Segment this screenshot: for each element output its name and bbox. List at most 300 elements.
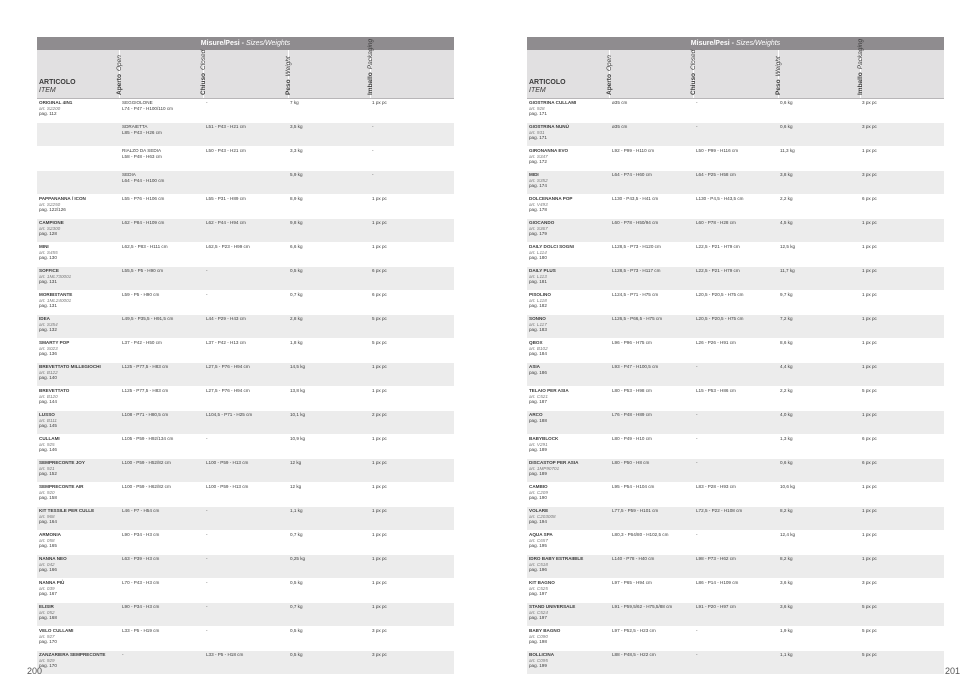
cell-imballo: 1 px pc bbox=[862, 220, 877, 225]
cell-articolo bbox=[527, 147, 610, 170]
item-page: pag. 140 bbox=[39, 375, 57, 381]
item-page: pag. 171 bbox=[529, 111, 547, 117]
cell-articolo bbox=[37, 627, 120, 650]
cell-articolo bbox=[527, 459, 610, 482]
cell-chiuso: L51 - P43 - H21 cm bbox=[206, 124, 246, 129]
cell-imballo: 1 px pc bbox=[862, 292, 877, 297]
item-page: pag. 189 bbox=[529, 471, 547, 477]
cell-articolo bbox=[527, 411, 610, 434]
cell-peso: 9,7 kg bbox=[780, 292, 793, 297]
cell-chiuso: L37 - P42 - H13 cm bbox=[206, 340, 246, 345]
cell-articolo bbox=[527, 315, 610, 338]
cell-peso: 8,2 kg bbox=[780, 556, 793, 561]
item-code: art. 058 bbox=[39, 537, 55, 543]
table-row bbox=[37, 171, 454, 195]
item-name: DISCASTOP PER ASIA bbox=[529, 460, 579, 465]
cell-peso: 0,5 kg bbox=[290, 580, 303, 585]
item-code: art. 925 bbox=[39, 441, 55, 447]
cell-imballo: 1 px pc bbox=[862, 148, 877, 153]
cell-aperto: L64 - P74 - H60 cm bbox=[612, 172, 652, 177]
item-code: art. C090 bbox=[529, 633, 548, 639]
item-code: art. C518 bbox=[529, 561, 548, 567]
cell-imballo: 1 px pc bbox=[862, 556, 877, 561]
item-code: art. L117 bbox=[529, 321, 547, 327]
cell-peso: 0,6 kg bbox=[780, 460, 793, 465]
cell-peso: 11,7 kg bbox=[780, 268, 795, 273]
table-row bbox=[37, 555, 454, 579]
cell-chiuso: L22,5 - P21 - H79 cm bbox=[696, 268, 740, 273]
cell-chiuso: L72,5 - P22 - H108 cm bbox=[696, 508, 743, 513]
table-row bbox=[37, 651, 454, 675]
table-row bbox=[37, 99, 454, 123]
cell-aperto: L125 - P77,5 - H83 cm bbox=[122, 364, 169, 369]
cell-imballo: - bbox=[372, 148, 374, 153]
cell-imballo: 6 px pc bbox=[372, 268, 387, 273]
cell-articolo bbox=[527, 123, 610, 146]
cell-aperto: L33 - P5 - H19 cm bbox=[122, 628, 160, 633]
cell-articolo bbox=[37, 579, 120, 602]
table-row bbox=[527, 555, 944, 579]
table-row bbox=[527, 123, 944, 147]
item-name: ARMONIA bbox=[39, 532, 61, 537]
item-name: GIOSTRINA CULLAMI bbox=[529, 100, 577, 105]
item-page: pag. 179 bbox=[529, 231, 547, 237]
cell-imballo: 5 px pc bbox=[862, 604, 877, 609]
table-row bbox=[37, 339, 454, 363]
item-code: art. 1MP90701 bbox=[529, 465, 560, 471]
cell-articolo bbox=[527, 99, 610, 122]
item-name: ORIGINAL 4IN1 bbox=[39, 100, 73, 105]
cell-imballo: 5 px pc bbox=[862, 388, 877, 393]
cell-peso: 0,7 kg bbox=[290, 532, 303, 537]
item-code: art. C525 bbox=[529, 585, 548, 591]
cell-aperto: L92 - P99 - H110 cm bbox=[612, 148, 655, 153]
cell-peso: 8,6 kg bbox=[780, 340, 793, 345]
item-page: pag. 168 bbox=[39, 615, 57, 621]
cell-articolo bbox=[37, 531, 120, 554]
cell-peso: 5,9 kg bbox=[290, 172, 303, 177]
cell-imballo: - bbox=[372, 172, 374, 177]
item-page: pag. 194 bbox=[529, 519, 547, 525]
item-page: pag. 152 bbox=[39, 471, 57, 477]
item-name: AQUA SPA bbox=[529, 532, 553, 537]
cell-articolo bbox=[527, 579, 610, 602]
page-number-left: 200 bbox=[27, 666, 43, 676]
item-name: MIDI bbox=[529, 172, 539, 177]
cell-chiuso: L27,5 - P76 - H94 cm bbox=[206, 364, 250, 369]
cell-peso: 0,6 kg bbox=[780, 100, 793, 105]
cell-aperto: L80 - P50 - H8 cm bbox=[612, 460, 650, 465]
header-peso: PesoWeight bbox=[284, 56, 292, 95]
cell-imballo: 5 px pc bbox=[862, 652, 877, 657]
cell-articolo bbox=[37, 435, 120, 458]
cell-peso: 11,3 kg bbox=[780, 148, 795, 153]
cell-articolo bbox=[37, 387, 120, 410]
cell-peso: 4,5 kg bbox=[780, 220, 793, 225]
cell-chiuso: L44 - P29 - H43 cm bbox=[206, 316, 246, 321]
cell-peso: 3,5 kg bbox=[290, 124, 303, 129]
item-page: pag. 130 bbox=[39, 255, 57, 261]
cell-imballo: 1 px pc bbox=[862, 364, 877, 369]
cell-imballo: 3 px pc bbox=[372, 652, 387, 657]
cell-peso: 12,5 kg bbox=[780, 244, 796, 249]
cell-imballo: 1 px pc bbox=[862, 532, 877, 537]
item-page: pag. 132 bbox=[39, 327, 57, 333]
item-page: pag. 184 bbox=[529, 351, 547, 357]
item-name: CAMBIO bbox=[529, 484, 548, 489]
table-row bbox=[37, 195, 454, 219]
cell-aperto: L77,5 - P59 - H101 cm bbox=[612, 508, 659, 513]
cell-chiuso: L50 - P43 - H21 cm bbox=[206, 148, 246, 153]
cell-chiuso: L86 - P14 - H109 cm bbox=[696, 580, 739, 585]
cell-articolo bbox=[527, 555, 610, 578]
item-name: VELO CULLAMI bbox=[39, 628, 74, 633]
cell-chiuso: L98 - P73 - H62 cm bbox=[696, 556, 736, 561]
cell-chiuso: L100 - P59 - H13 cm bbox=[206, 460, 249, 465]
item-page: pag. 167 bbox=[39, 591, 57, 597]
cell-imballo: 3 px pc bbox=[862, 100, 877, 105]
item-name: KIT BAGNO bbox=[529, 580, 555, 585]
cell-peso: 10,9 kg bbox=[290, 436, 306, 441]
cell-aperto: L95 - P54 - H104 cm bbox=[612, 484, 655, 489]
cell-peso: 2,2 kg bbox=[780, 196, 793, 201]
table-row bbox=[527, 459, 944, 483]
item-page: pag. 195 bbox=[529, 543, 547, 549]
cell-articolo bbox=[527, 603, 610, 626]
cell-articolo bbox=[527, 171, 610, 194]
cell-chiuso: L62,5 - P23 - H99 cm bbox=[206, 244, 250, 249]
cell-peso: 3,6 kg bbox=[780, 580, 793, 585]
cell-imballo: 1 px pc bbox=[372, 484, 387, 489]
cell-chiuso: - bbox=[696, 460, 698, 465]
cell-peso: 1,1 kg bbox=[780, 652, 793, 657]
item-name: CULLAMI bbox=[39, 436, 60, 441]
item-page: pag. 182 bbox=[529, 303, 547, 309]
cell-peso: 7 kg bbox=[290, 100, 299, 105]
cell-articolo bbox=[527, 531, 610, 554]
item-code: art. L114 bbox=[529, 249, 547, 255]
cell-chiuso: - bbox=[206, 436, 208, 441]
cell-aperto: L88 - P48,5 - H22 cm bbox=[612, 652, 656, 657]
cell-aperto: L62 - P84 - H109 cm bbox=[122, 220, 165, 225]
item-code: art. 928 bbox=[529, 105, 545, 111]
item-name: QBOX bbox=[529, 340, 543, 345]
item-name: IDEA bbox=[39, 316, 50, 321]
item-code: art. B111 bbox=[39, 417, 57, 423]
item-name: SONNO bbox=[529, 316, 546, 321]
item-page: pag. 144 bbox=[39, 399, 57, 405]
table-row bbox=[527, 243, 944, 267]
cell-chiuso: - bbox=[696, 364, 698, 369]
item-page: pag. 170 bbox=[39, 663, 57, 669]
item-code: art. C524 bbox=[529, 609, 548, 615]
cell-articolo bbox=[527, 339, 610, 362]
cell-chiuso: L104,5 - P71 - H25 cm bbox=[206, 412, 253, 417]
cell-peso: 1,1 kg bbox=[290, 508, 303, 513]
cell-aperto: L91 - P59,5/62 - H75,5/88 cm bbox=[612, 604, 673, 609]
item-name: NANNA PIÙ bbox=[39, 580, 65, 585]
cell-imballo: 1 px pc bbox=[372, 604, 387, 609]
cell-peso: 2,8 kg bbox=[290, 316, 303, 321]
item-code: art. C203008 bbox=[529, 513, 556, 519]
table-row bbox=[527, 435, 944, 459]
cell-chiuso: L91 - P20 - H97 cm bbox=[696, 604, 736, 609]
cell-aperto: - bbox=[122, 652, 124, 657]
item-name: BREVETTATO MILLEGIOCHI bbox=[39, 364, 101, 369]
item-code: art. 968 bbox=[39, 513, 55, 519]
cell-aperto: SEGGIOLONE L74 - P47 - H100/110 cm bbox=[122, 100, 173, 111]
cell-articolo bbox=[37, 507, 120, 530]
cell-chiuso: - bbox=[206, 556, 208, 561]
header-aperto: ApertoOpen bbox=[606, 55, 614, 95]
cell-aperto: L80 - P49 - H10 cm bbox=[612, 436, 652, 441]
item-page: pag. 174 bbox=[529, 183, 547, 189]
item-code: art. 052 bbox=[39, 609, 55, 615]
left-page bbox=[37, 37, 454, 675]
cell-aperto: L108 - P71 - H80,5 cm bbox=[122, 412, 169, 417]
item-name: MORBISTANTE bbox=[39, 292, 73, 297]
cell-chiuso: - bbox=[696, 100, 698, 105]
cell-chiuso: - bbox=[696, 124, 698, 129]
item-page: pag. 146 bbox=[39, 447, 57, 453]
item-page: pag. 197 bbox=[529, 615, 547, 621]
cell-imballo: 3 px pc bbox=[372, 628, 387, 633]
cell-aperto: L128,5 - P73 - H117 cm bbox=[612, 268, 661, 273]
cell-articolo bbox=[37, 315, 120, 338]
table-row bbox=[527, 267, 944, 291]
cell-articolo bbox=[527, 627, 610, 650]
cell-chiuso bbox=[204, 171, 288, 194]
cell-imballo: 1 px pc bbox=[862, 316, 877, 321]
cell-articolo bbox=[37, 555, 120, 578]
table-row bbox=[37, 243, 454, 267]
cell-articolo bbox=[37, 291, 120, 314]
table-row bbox=[37, 627, 454, 651]
table-body bbox=[527, 99, 944, 675]
cell-aperto: L49,5 - P35,5 - H91,5 cm bbox=[122, 316, 174, 321]
table-row bbox=[37, 291, 454, 315]
cell-imballo: 1 px pc bbox=[372, 580, 387, 585]
item-code: art. S347 bbox=[529, 153, 548, 159]
table-row bbox=[37, 363, 454, 387]
cell-imballo: 1 px pc bbox=[862, 340, 877, 345]
cell-peso: 1,8 kg bbox=[290, 340, 303, 345]
cell-chiuso: - bbox=[206, 628, 208, 633]
cell-aperto: L80,3 - P64/80 - H102,5 cm bbox=[612, 532, 669, 537]
cell-chiuso: L50 - P99 - H116 cm bbox=[696, 148, 739, 153]
item-code: art. V493 bbox=[529, 201, 548, 207]
cell-articolo bbox=[527, 483, 610, 506]
cell-imballo: 1 px pc bbox=[862, 508, 877, 513]
cell-chiuso: L33 - P5 - H18 cm bbox=[206, 652, 244, 657]
section-banner: Misure/Pesi - Sizes/Weights bbox=[37, 37, 454, 50]
cell-chiuso: - bbox=[696, 652, 698, 657]
cell-peso: 14,5 kg bbox=[290, 364, 306, 369]
cell-articolo bbox=[527, 387, 610, 410]
item-code: art. S2250 bbox=[39, 201, 61, 207]
cell-imballo: - bbox=[372, 124, 374, 129]
header-articolo: ARTICOLO ITEM bbox=[529, 79, 566, 94]
item-name: BABYBLOCK bbox=[529, 436, 559, 441]
cell-imballo: 1 px pc bbox=[372, 556, 387, 561]
page-number-right: 201 bbox=[945, 666, 961, 676]
cell-chiuso: L64 - P25 - H58 cm bbox=[696, 172, 736, 177]
item-name: SOFFICE bbox=[39, 268, 59, 273]
cell-imballo: 1 px pc bbox=[862, 268, 877, 273]
item-code: art. 927 bbox=[39, 633, 55, 639]
item-code: art. 042 bbox=[39, 561, 55, 567]
cell-articolo bbox=[37, 459, 120, 482]
cell-aperto: L60 - P78 - H50/94 cm bbox=[612, 220, 659, 225]
cell-articolo bbox=[527, 291, 610, 314]
item-name: MINI bbox=[39, 244, 49, 249]
cell-aperto: L128,5 - P73 - H120 cm bbox=[612, 244, 661, 249]
table-row bbox=[37, 123, 454, 147]
item-name: STAND UNIVERSALE bbox=[529, 604, 576, 609]
item-page: pag. 186 bbox=[529, 369, 547, 375]
cell-chiuso: L62 - P44 - H94 cm bbox=[206, 220, 246, 225]
cell-aperto: SDRAIETTA L85 - P43 - H26 cm bbox=[122, 124, 162, 135]
cell-articolo bbox=[527, 195, 610, 218]
item-page: pag. 128 bbox=[39, 231, 57, 237]
cell-imballo: 1 px pc bbox=[372, 532, 387, 537]
cell-chiuso: - bbox=[206, 100, 208, 105]
item-page: pag. 172 bbox=[529, 159, 547, 165]
item-code: art. 1ML240001 bbox=[39, 297, 72, 303]
cell-articolo bbox=[37, 483, 120, 506]
item-code: art. L113 bbox=[529, 273, 547, 279]
cell-imballo: 1 px pc bbox=[372, 436, 387, 441]
item-code: art. 039 bbox=[39, 585, 55, 591]
cell-peso: 10,1 kg bbox=[290, 412, 306, 417]
table-row bbox=[37, 411, 454, 435]
cell-peso: 0,5 kg bbox=[290, 268, 303, 273]
cell-imballo: 3 px pc bbox=[862, 124, 877, 129]
item-page: pag. 122/126 bbox=[39, 207, 66, 213]
item-page: pag. 112 bbox=[39, 111, 57, 117]
item-name: SEMPRECONTE AIR bbox=[39, 484, 84, 489]
cell-peso: 4,4 kg bbox=[780, 364, 793, 369]
table-row bbox=[527, 603, 944, 627]
table-row bbox=[37, 267, 454, 291]
cell-peso: 12 kg bbox=[290, 484, 302, 489]
header-chiuso: ChiusoClosed bbox=[200, 49, 208, 95]
cell-peso: 13,8 kg bbox=[290, 388, 306, 393]
cell-peso: 8,9 kg bbox=[290, 196, 303, 201]
table-row bbox=[37, 147, 454, 171]
item-page: pag. 171 bbox=[529, 135, 547, 141]
table-row bbox=[527, 99, 944, 123]
cell-aperto: L97 - P65 - H94 cm bbox=[612, 580, 652, 585]
table-row bbox=[527, 483, 944, 507]
table-row bbox=[37, 459, 454, 483]
cell-articolo bbox=[527, 219, 610, 242]
cell-aperto: ø35 cm bbox=[612, 124, 628, 129]
cell-peso: 8,2 kg bbox=[780, 508, 793, 513]
table-row bbox=[527, 147, 944, 171]
item-code: art. S455 bbox=[39, 249, 58, 255]
item-code: art. 1ML730001 bbox=[39, 273, 72, 279]
cell-articolo bbox=[37, 147, 120, 170]
item-page: pag. 181 bbox=[529, 279, 547, 285]
cell-imballo: 1 px pc bbox=[372, 364, 387, 369]
cell-peso: 1,3 kg bbox=[780, 436, 793, 441]
cell-aperto: L76 - P48 - H89 cm bbox=[612, 412, 652, 417]
cell-chiuso: L55 - P31 - H89 cm bbox=[206, 196, 246, 201]
item-code: art. S023 bbox=[39, 345, 58, 351]
cell-peso: 0,7 kg bbox=[290, 292, 303, 297]
item-name: IDRO BABY ESTRAIBILE bbox=[529, 556, 584, 561]
item-name: PISOLINO bbox=[529, 292, 551, 297]
item-name: BABY BAGNO bbox=[529, 628, 561, 633]
cell-chiuso: - bbox=[696, 412, 698, 417]
cell-chiuso: L100 - P59 - H13 cm bbox=[206, 484, 249, 489]
item-name: TELAIO PER ASIA bbox=[529, 388, 569, 393]
item-name: NANNA NEO bbox=[39, 556, 67, 561]
cell-chiuso: L15 - P53 - H86 cm bbox=[696, 388, 736, 393]
table-row bbox=[527, 315, 944, 339]
item-name: BOLLICINA bbox=[529, 652, 555, 657]
item-code: art. 921 bbox=[39, 465, 55, 471]
cell-peso: 0,7 kg bbox=[290, 604, 303, 609]
cell-imballo: 1 px pc bbox=[862, 412, 877, 417]
item-code: art. L118 bbox=[529, 297, 547, 303]
cell-imballo: 1 px pc bbox=[372, 508, 387, 513]
cell-aperto: ø35 cm bbox=[612, 100, 628, 105]
cell-peso: 7,2 kg bbox=[780, 316, 793, 321]
item-name: LUSSO bbox=[39, 412, 55, 417]
item-page: pag. 145 bbox=[39, 423, 57, 429]
item-page: pag. 189 bbox=[529, 447, 547, 453]
table-row bbox=[37, 315, 454, 339]
item-code: art. C657 bbox=[529, 537, 548, 543]
cell-chiuso: - bbox=[206, 580, 208, 585]
item-code: art. V291 bbox=[529, 441, 548, 447]
item-name: SMARTY POP bbox=[39, 340, 70, 345]
cell-aperto: L55,5 - P5 - H90 cm bbox=[122, 268, 164, 273]
cell-imballo: 1 px pc bbox=[372, 100, 387, 105]
cell-imballo: 3 px pc bbox=[862, 580, 877, 585]
item-page: pag. 170 bbox=[39, 639, 57, 645]
item-code: art. S352 bbox=[529, 177, 548, 183]
cell-imballo: 6 px pc bbox=[862, 196, 877, 201]
cell-articolo bbox=[37, 339, 120, 362]
cell-imballo: 5 px pc bbox=[372, 340, 387, 345]
item-code: art. B102 bbox=[529, 345, 548, 351]
cell-articolo bbox=[37, 99, 120, 122]
cell-peso: 4,0 kg bbox=[780, 412, 793, 417]
cell-chiuso: L130 - P4,5 - H43,5 cm bbox=[696, 196, 744, 201]
item-name: PAPPANANNA / ICON bbox=[39, 196, 86, 201]
cell-articolo bbox=[527, 267, 610, 290]
cell-aperto: L80 - P53 - H98 cm bbox=[612, 388, 652, 393]
table-row bbox=[37, 603, 454, 627]
cell-aperto: L46 - P7 - H54 cm bbox=[122, 508, 160, 513]
cell-peso: 2,2 kg bbox=[780, 388, 793, 393]
table-row bbox=[37, 531, 454, 555]
cell-chiuso: L20,5 - P20,5 - H75 cm bbox=[696, 316, 744, 321]
item-page: pag. 197 bbox=[529, 591, 547, 597]
cell-aperto: L90 - P34 - H3 cm bbox=[122, 604, 160, 609]
cell-aperto: L59 - P5 - H90 cm bbox=[122, 292, 160, 297]
item-code: art. B120 bbox=[39, 393, 58, 399]
cell-chiuso: L20,5 - P20,5 - H75 cm bbox=[696, 292, 744, 297]
item-name: ZANZARIERA SEMPRECONTE bbox=[39, 652, 106, 657]
item-page: pag. 131 bbox=[39, 279, 57, 285]
item-code: art. S367 bbox=[529, 225, 548, 231]
item-name: KIT TESSILE PER CULLE bbox=[39, 508, 95, 513]
item-page: pag. 188 bbox=[529, 417, 547, 423]
